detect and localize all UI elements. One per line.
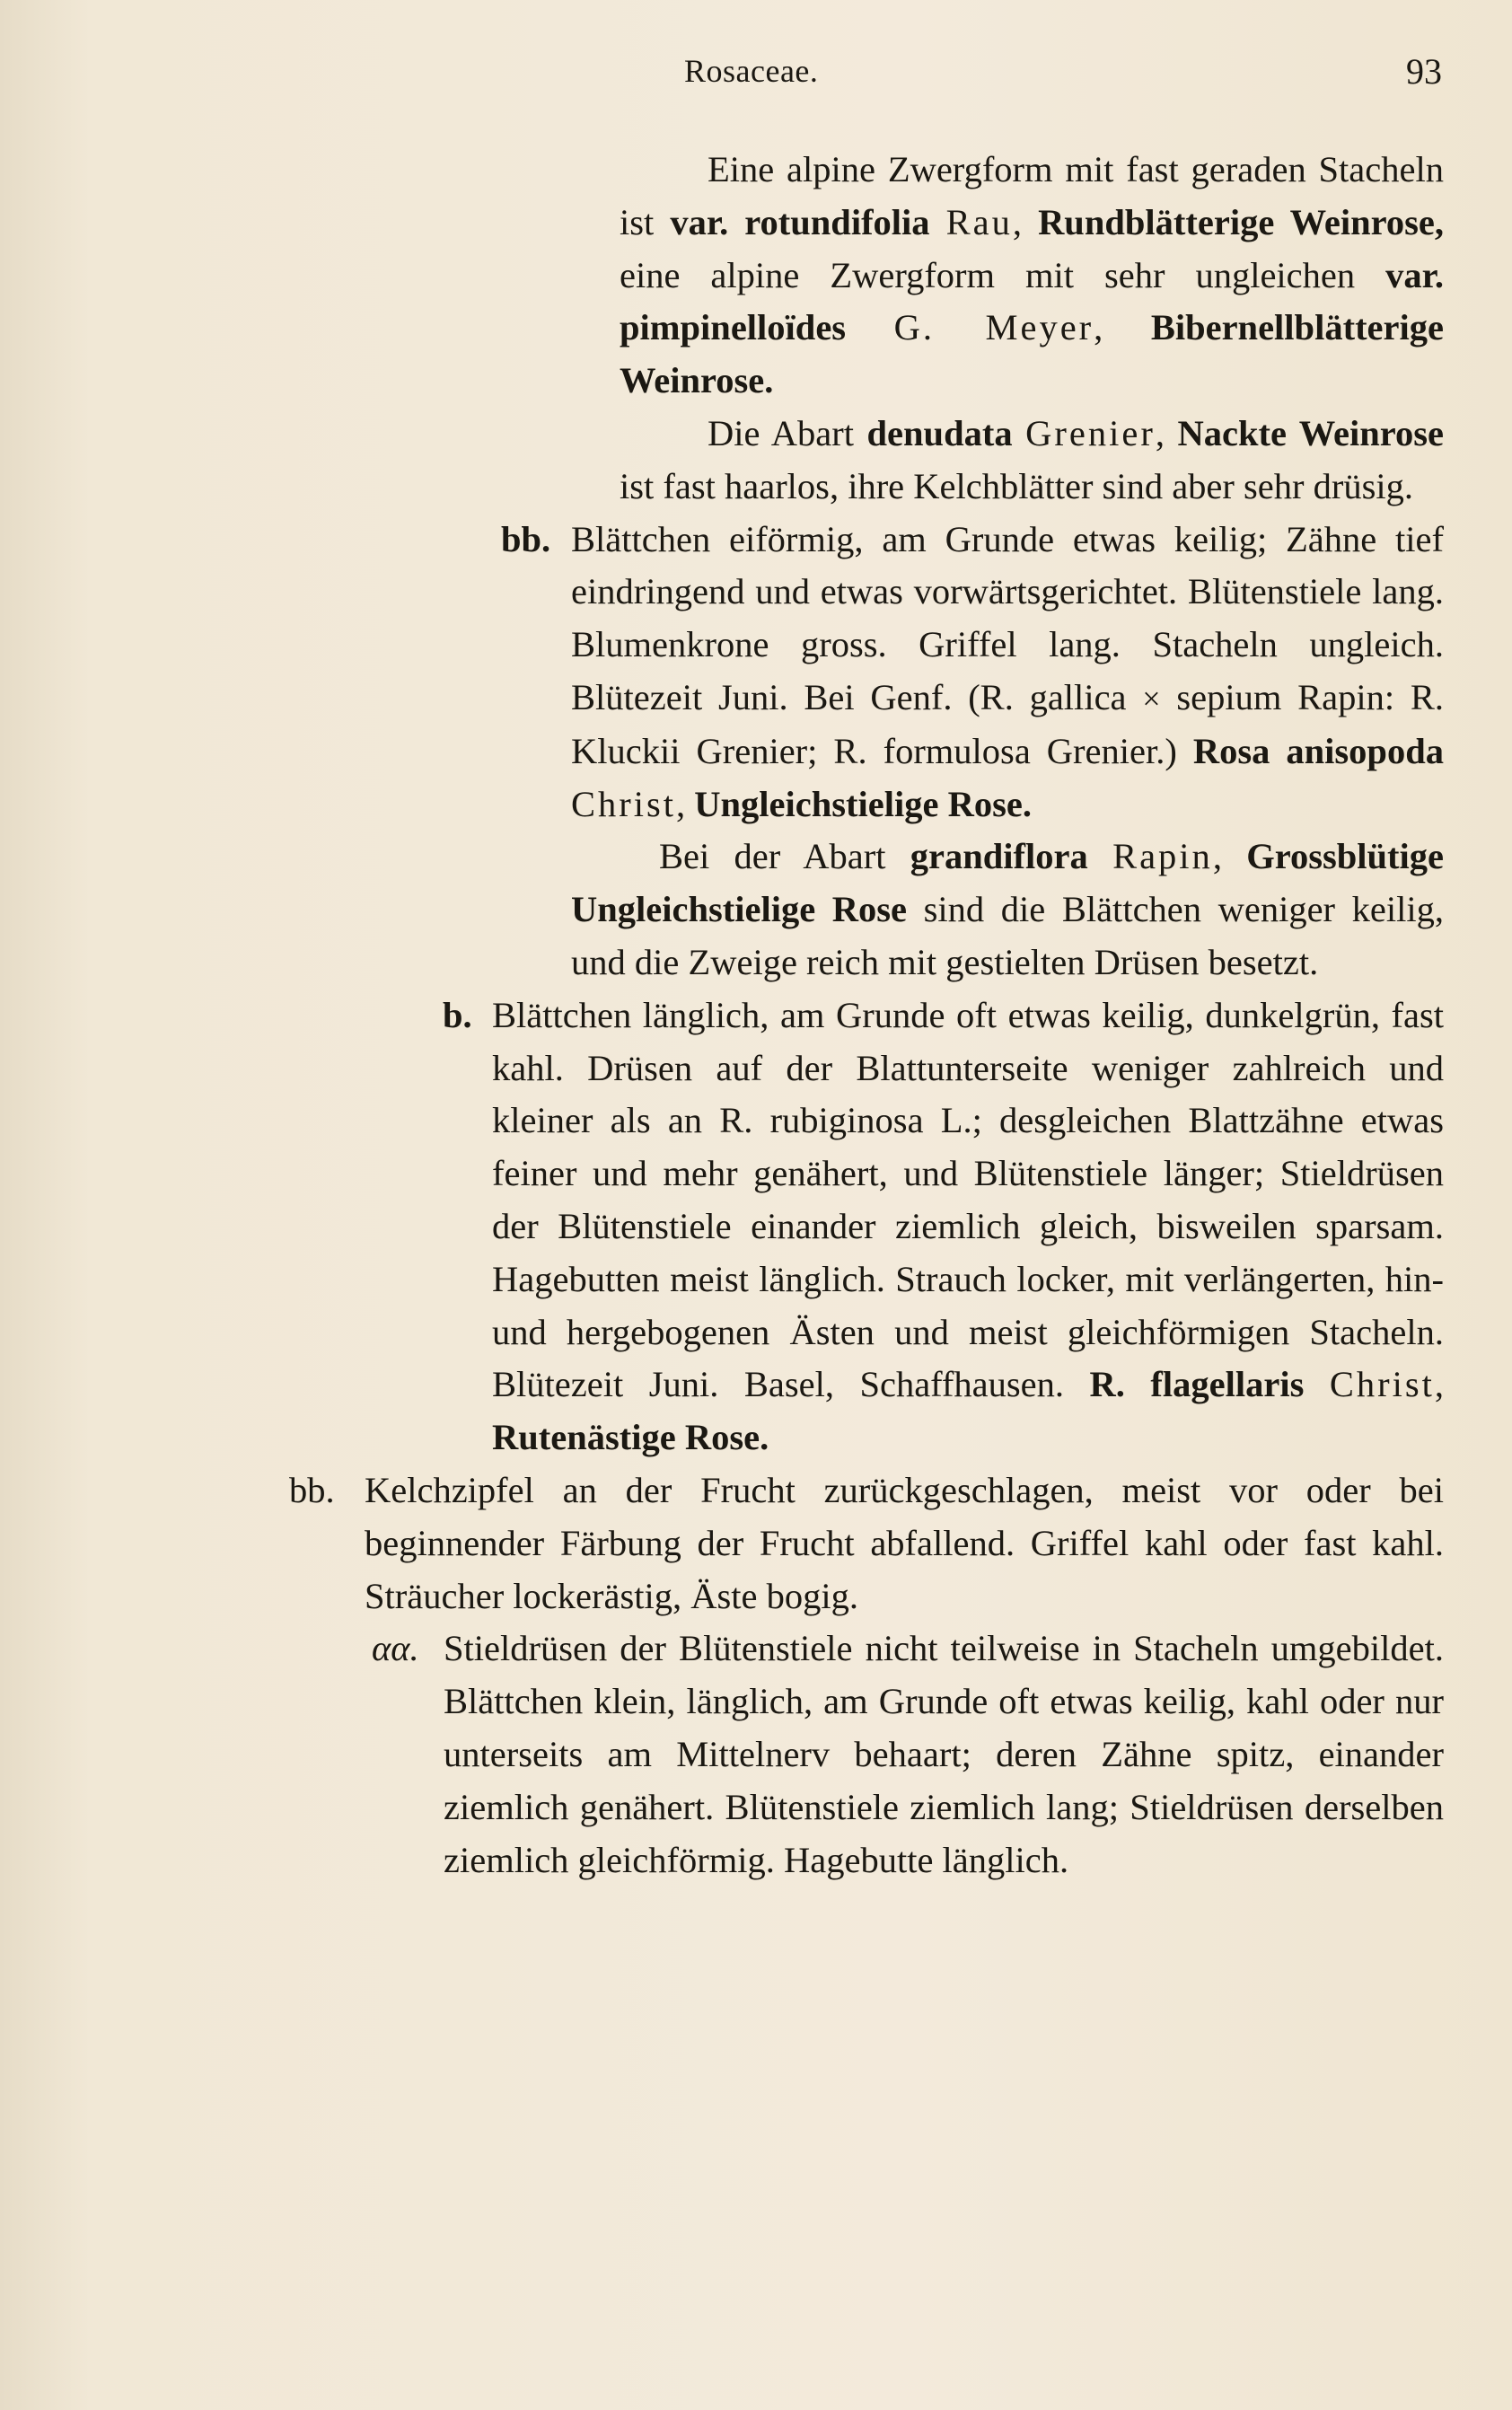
text-run: ist fast haarlos, ihre Kelchblätter sind aber sehr drüsig. [620,465,1413,506]
text-run: Kelchzipfel an der Frucht zurückgeschlagen, meist vor oder bei beginnender Färbung der Frucht abfallend. Griffel kahl oder fast kahl. Sträucher lockerästig, Äste bogig. [365,1469,1444,1616]
common-name: Rutenästige Rose. [492,1417,769,1458]
text-run: Die Abart [708,412,867,453]
common-name: Rundblätterige Weinrose, [1038,201,1445,242]
text-run: eine alpine Zwergform mit sehr ungleichen [620,254,1386,295]
text-run: Blättchen länglich, am Grunde oft etwas keilig, dunkelgrün, fast kahl. Drüsen auf der Blattunterseite weniger zahlreich und kleiner als an R. rubiginosa L.; desgleichen Blattzähne etwas feiner und mehr genähert, und Blütenstiele länger; Stieldrüsen der Blütenstiele einander ziemlich gleich, bisweilen sparsam. Hagebutten meist länglich. Strauch locker, mit verlängerten, hin- und hergebogenen Ästen und meist gleichförmigen Stacheln. Blütezeit Juni. Basel, Schaffhausen. [492,994,1444,1405]
page-number: 93 [1406,51,1442,92]
text-run: , [676,783,695,824]
text-run: Blättchen eiförmig, am Grunde etwas keilig; Zähne tief eindringend und etwas vorwärtsgerichtet. Blütenstiele lang. Blumenkrone gross. Griffel lang. Stacheln ungleich. Blütezeit Juni. Bei Genf. (R. gallica [571,518,1444,717]
common-name: Nackte Weinrose [1177,412,1445,453]
author-name: Grenier [1025,412,1156,453]
taxon-name: denudata [866,412,1013,453]
taxon-name: grandiflora [910,836,1088,877]
taxon-name: R. flagellaris [1089,1364,1305,1405]
text-run: Eine alpine Zwergform mit fast geraden Stacheln ist [620,149,1444,242]
author-name: Christ [1329,1364,1435,1405]
common-name: Grossblütige Ungleichstielige Rose [571,836,1445,930]
author-name: Christ [571,783,677,824]
text-run: , [1434,1364,1445,1405]
text-run: , [1155,412,1178,453]
taxon-name: var. pimpinelloïdes [620,254,1444,348]
key-label: b. [443,994,472,1035]
author-name: G. Meyer [893,307,1094,348]
key-label: bb. [289,1469,335,1510]
key-section-aa-stieldruesen [372,1623,1444,1887]
taxon-name: Rosa anisopoda [1192,730,1444,771]
text-run: , [1212,836,1247,877]
key-label: αα. [372,1628,419,1669]
paragraph-denudata [620,408,1444,514]
common-name: Ungleichstielige Rose. [694,783,1032,824]
paragraph-rotundifolia [620,144,1444,408]
paragraph-kelchzipfel [365,1464,1444,1623]
paragraph-stieldruesen [444,1623,1444,1887]
taxon-name: var. rotundifolia [670,201,930,242]
author-name: Rapin [1112,836,1213,877]
text-run: , [1094,307,1151,348]
hybrid-cross-sign: × [1142,680,1161,717]
common-name: Bibernellblätterige Weinrose. [620,307,1444,401]
key-label: bb. [501,518,551,559]
running-header: Rosaceae. [684,53,819,89]
key-section-bb-anisopoda [501,514,1445,990]
page-body [0,144,1512,1887]
text-run: Stieldrüsen der Blütenstiele nicht teilweise in Stacheln umgebildet. Blättchen klein, länglich, am Grunde oft etwas keilig, kahl oder nur unterseits am Mittelnerv behaart; deren Zähne spitz, einander ziemlich genähert. Blütenstiele ziemlich lang; Stieldrüsen derselben ziemlich gleichförmig. Hagebutte länglich. [444,1628,1444,1880]
text-run: , [1012,201,1039,242]
text-run: sepium Rapin: R. Kluckii Grenier; R. formulosa Grenier.) [571,676,1444,771]
author-name: Rau [945,201,1013,242]
key-section-b-flagellaris [443,990,1445,1464]
intro-block [620,144,1444,514]
paragraph-anisopoda [571,514,1444,831]
text-run: Bei der Abart [659,836,910,877]
paragraph-flagellaris [492,990,1444,1464]
text-run: sind die Blättchen weniger keilig, und die Zweige reich mit gestielten Drüsen besetzt. [571,889,1444,982]
key-section-bb-kelchzipfel [289,1464,1444,1623]
paragraph-grandiflora [571,831,1444,989]
